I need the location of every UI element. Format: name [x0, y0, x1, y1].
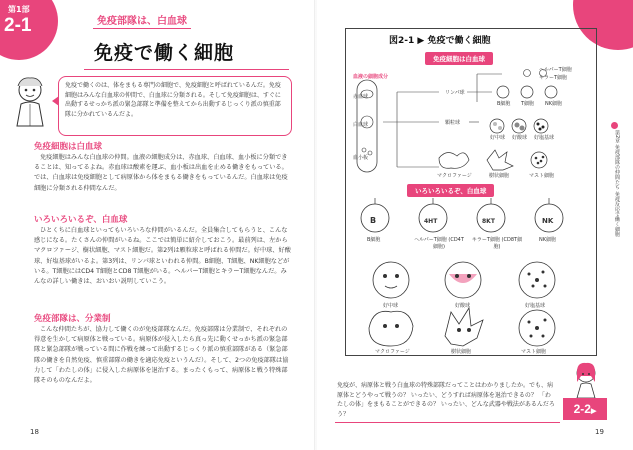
side-marker — [611, 122, 618, 129]
dendritic-label: 樹状細胞 — [489, 173, 510, 179]
helper-t-cd4-label: ヘルパーT細胞 (CD4T細胞) — [414, 237, 464, 250]
macrophage-icon — [439, 152, 469, 168]
side-chapter-label: 第2章 免疫部隊の仲間たち 免疫反応で働く細胞 — [614, 130, 620, 237]
neutrophil-label-2: 好中球 — [383, 303, 399, 309]
blood-components-label: 血液の細胞成分 — [353, 74, 389, 80]
eosinophil-character-icon — [445, 262, 481, 298]
section-text-1: 免疫細胞はみんな白血球の仲間。血液の細胞成分は、赤血球、白血球、血小板に分類できることは、知ってるよね。赤血球は酸素を運ぶ、血小板は出血を止める働きをもっている。では、白血球は免疫細胞として病原体から体をまもる働きをもっているんだ。白血球は免疫細胞に分類される仲間なんだ。 — [34, 154, 288, 192]
title-divider — [84, 69, 289, 70]
macrophage-label-2: マクロファージ — [375, 349, 410, 355]
lymphocyte-label: リンパ球 — [445, 90, 465, 96]
chapter-label: 第1部 — [8, 5, 30, 14]
svg-text:4HT: 4HT — [424, 218, 438, 225]
dendritic-cell-icon — [487, 150, 513, 170]
platelet-label: 血小板 — [353, 155, 369, 161]
neutrophil-icon — [490, 119, 504, 133]
mast-label: マスト細胞 — [529, 173, 555, 179]
basophil-label: 好塩基球 — [534, 135, 555, 141]
chapter-number: 2-1 — [4, 15, 32, 36]
page-number-right: 19 — [595, 428, 604, 436]
nk-cell-icon — [545, 86, 557, 98]
macrophage-label: マクロファージ — [437, 173, 472, 179]
right-page — [317, 0, 633, 450]
rbc-label: 赤血球 — [353, 94, 369, 100]
page-number-left: 18 — [30, 428, 39, 436]
next-section-number: 2-2 — [573, 402, 591, 416]
figure-title: 図2-1 ▶ 免疫で働く細胞 — [389, 36, 491, 46]
section-heading-1: 免疫細胞は白血球 — [34, 142, 103, 152]
section-subtitle: 免疫部隊は、白血球 — [93, 12, 191, 29]
section-text-2: ひとくちに白血球といってもいろいろな仲間がいるんだ。全員集合してもらうと、こんな感じになる。たくさんの仲間がいるね。ここでは簡単に紹介しておこう。最前列は、左からマクロファージ、樹状細胞、マスト細胞だ。第2列は顆粒球と呼ばれる仲間だ。好中球、好酸球、好塩基球がいるよ。第3列は、リンパ球といわれる仲間。B細胞、T細胞、NK細胞などがいる。T細胞にはCD4 T細胞とCD8 T細胞がいる。ヘルパーT細胞とキラーT細胞なんだ。みんなの詳しい働きは、おいおい説明していこう。 — [34, 227, 291, 286]
t-cell-label: T細胞 — [521, 101, 535, 107]
bottom-divider — [335, 422, 560, 423]
neutrophil-label: 好中球 — [490, 135, 506, 141]
granulocyte-label: 顆粒球 — [445, 120, 461, 126]
killer-t-label: キラーT細胞 — [539, 75, 568, 81]
mast-cell-icon — [531, 152, 547, 168]
mast-character-icon — [519, 310, 555, 346]
basophil-character-icon — [519, 262, 555, 298]
bottom-paragraph: 免疫が、病原体と戦う白血球の特殊部隊だってことはわかりましたか。でも、病原体とどうやって戦うの？ いったい、どうすれば病原体を退治できるの？ 「わたしの体」をまもることができるの？ いったい、どんな武器や戦法があるんだろう？ — [337, 382, 555, 418]
left-page — [0, 0, 316, 450]
dendritic-character-icon — [445, 308, 483, 346]
page-title: 免疫で働く細胞 — [94, 42, 235, 64]
basophil-label-2: 好塩基球 — [525, 303, 546, 309]
b-cell-label-2: B細胞 — [367, 237, 381, 243]
svg-text:B: B — [370, 216, 377, 225]
b-cell-label: B細胞 — [497, 101, 511, 107]
killer-t-cd8-label: キラーT細胞 (CD8T細胞) — [471, 237, 523, 250]
eosinophil-label-2: 好酸球 — [455, 303, 471, 309]
speech-bubble: 免疫で働くのは、体をまもる専門の細胞で、免疫細胞と呼ばれているんだ。免疫細胞はみんな白血球の仲間で、白血球に分類される。そして免疫細胞は、すぐに出動するせっかち派の緊急部隊と準備を整えてから出動するじっくり派の慎重部隊に分かれているんだよ。 — [58, 76, 292, 136]
t-cell-icon — [521, 86, 533, 98]
girl-character-icon — [569, 360, 603, 398]
macrophage-character-icon — [369, 311, 413, 346]
figure-tag-2: いろいろいるぞ、白血球 — [407, 184, 494, 197]
figure-tag-1: 免疫細胞は白血球 — [425, 52, 493, 65]
svg-text:8KT: 8KT — [482, 218, 495, 225]
nk-character-icon — [535, 198, 563, 232]
neutrophil-character-icon — [373, 262, 409, 298]
section-heading-2: いろいろいるぞ、白血球 — [34, 215, 128, 225]
b-cell-icon — [497, 86, 509, 98]
mast-label-2: マスト細胞 — [521, 349, 547, 355]
nk-cell-label-2: NK細胞 — [539, 237, 557, 243]
next-section-link[interactable]: 2-2▶ — [563, 398, 607, 420]
section-heading-3: 免疫部隊は、分業制 — [34, 314, 111, 324]
eosinophil-icon — [512, 119, 526, 133]
b-cell-character-icon — [361, 198, 389, 232]
dendritic-label-2: 樹状細胞 — [451, 349, 472, 355]
cell-characters-diagram — [353, 196, 589, 356]
professor-character-icon — [9, 76, 51, 128]
basophil-icon — [534, 119, 548, 133]
nk-cell-label: NK細胞 — [545, 101, 563, 107]
helper-t-label: ヘルパーT細胞 — [539, 67, 572, 73]
killer-t-character-icon — [477, 198, 505, 232]
eosinophil-label: 好酸球 — [512, 135, 528, 141]
svg-text:NK: NK — [542, 217, 554, 225]
wbc-label: 白血球 — [353, 122, 369, 128]
section-text-3: こんな仲間たちが、協力して働くのが免疫部隊なんだ。免疫部隊は分業制で、それぞれの得意を生かして病原体と戦っている。病原体が侵入したら真っ先に動くせっかち派の緊急部隊と緊急部隊が戦っている間に作戦を練って出動するじっくり派の慎重部隊がある（緊急部隊の働きを自然免疫、慎重部隊の働きを適応免疫というんだ）。そして、2つの免疫部隊は協力して「わたしの体」に侵入した病原体を退治する。まったくもって、病原体と戦う特殊部隊そのものなんだよ。 — [34, 326, 289, 385]
helper-t-character-icon — [419, 198, 447, 232]
